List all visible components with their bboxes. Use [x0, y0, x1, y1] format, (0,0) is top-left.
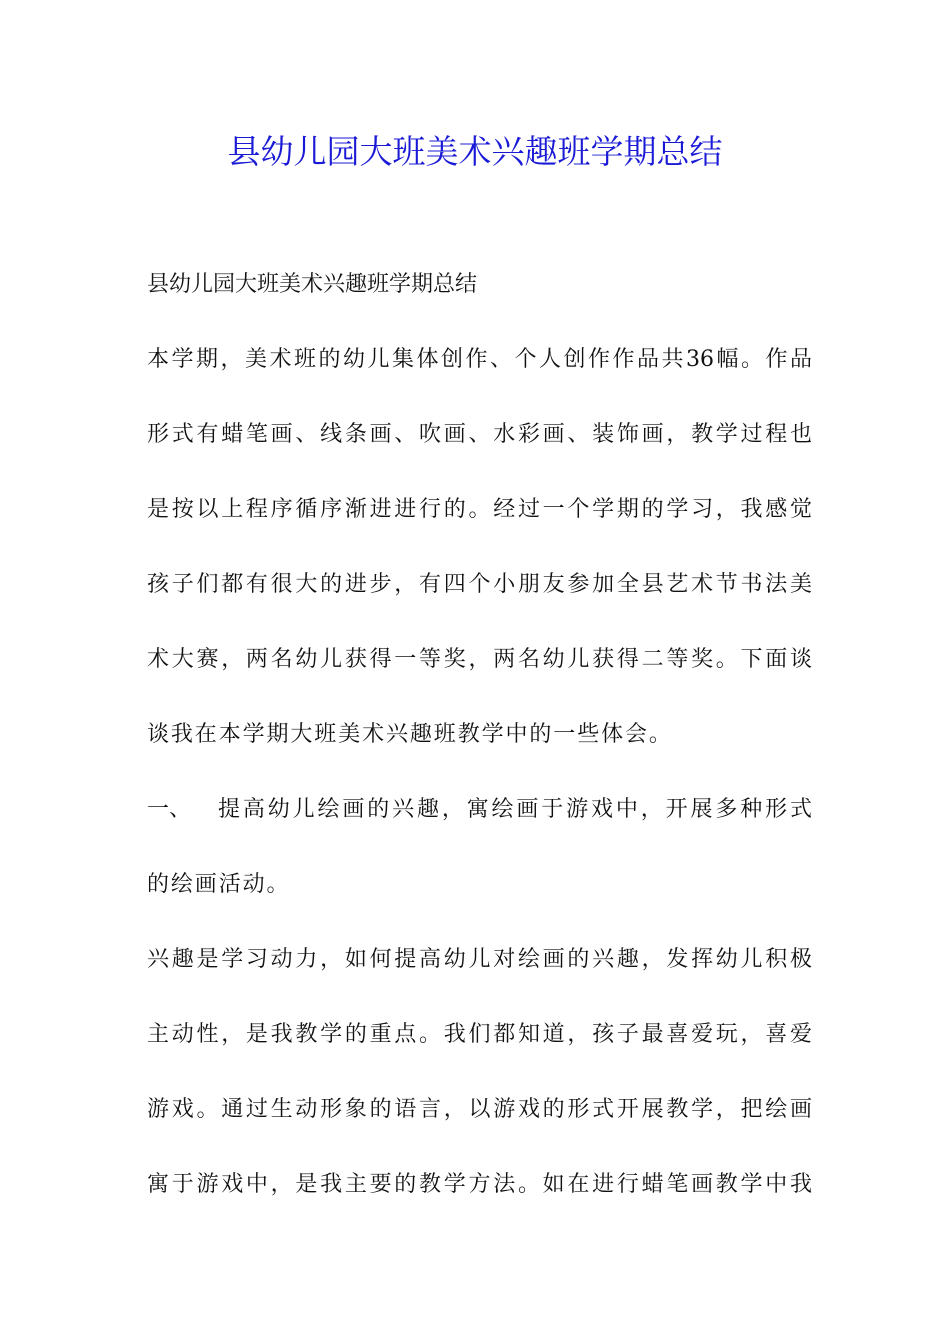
section-heading: 的绘画活动。 — [147, 872, 291, 897]
section-heading: 提高幼儿绘画的兴趣，寓绘画于游戏中，开展多种形式 — [218, 797, 812, 822]
paragraph-line: 形式有蜡笔画、线条画、吹画、水彩画、装饰画，教学过程也 — [147, 422, 812, 447]
document-subtitle: 县幼儿园大班美术兴趣班学期总结 — [147, 272, 478, 297]
document-title: 县幼儿园大班美术兴趣班学期总结 — [227, 132, 723, 171]
paragraph-line: 本学期，美术班的幼儿集体创作、个人创作作品共36幅。作品 — [147, 347, 812, 372]
section-marker: 一、 — [147, 797, 192, 822]
paragraph-line: 是按以上程序循序渐进进行的。经过一个学期的学习，我感觉 — [147, 497, 812, 522]
paragraph-line: 兴趣是学习动力，如何提高幼儿对绘画的兴趣，发挥幼儿积极 — [147, 947, 812, 972]
paragraph-line: 游戏。通过生动形象的语言，以游戏的形式开展教学，把绘画 — [147, 1097, 812, 1122]
paragraph-line: 术大赛，两名幼儿获得一等奖，两名幼儿获得二等奖。下面谈 — [147, 647, 812, 672]
paragraph-line: 孩子们都有很大的进步，有四个小朋友参加全县艺术节书法美 — [147, 572, 812, 597]
paragraph-line: 谈我在本学期大班美术兴趣班教学中的一些体会。 — [147, 722, 673, 747]
paragraph-line: 寓于游戏中，是我主要的教学方法。如在进行蜡笔画教学中我 — [147, 1172, 812, 1197]
paragraph-line: 主动性，是我教学的重点。我们都知道，孩子最喜爱玩，喜爱 — [147, 1022, 812, 1047]
